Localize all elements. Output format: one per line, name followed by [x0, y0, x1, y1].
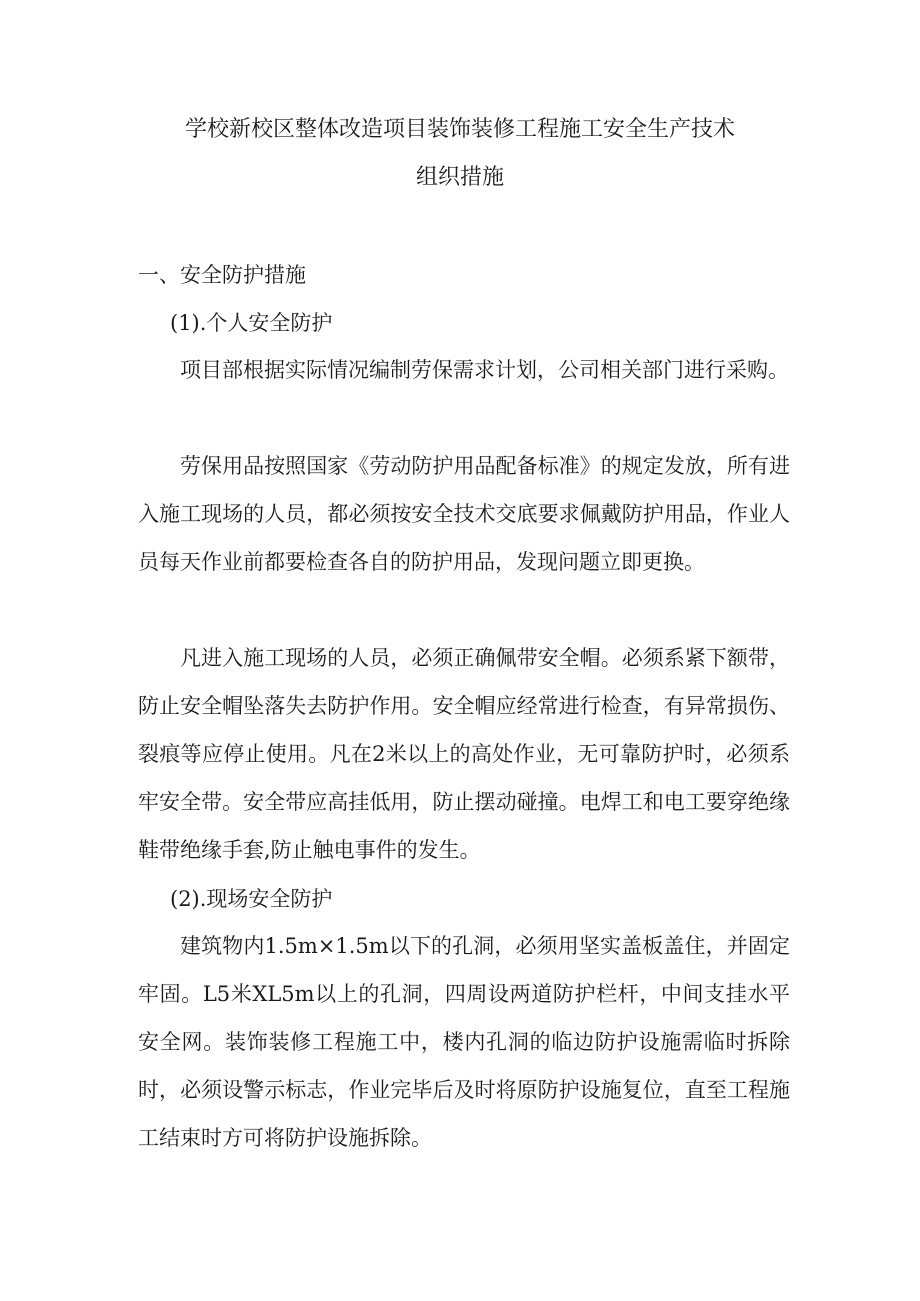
subsection-heading-site-protection: (2).现场安全防护 — [170, 887, 333, 911]
document-title-line-1: 学校新校区整体改造项目装饰装修工程施工安全生产技术 — [184, 117, 735, 142]
document-title-line-2: 组织措施 — [415, 165, 504, 190]
paragraph-opening-protection: 建筑物内1.5m×1.5m以下的孔洞，必须用坚实盖板盖住，并固定牢固。L5米XL5m以上的孔洞，四周设两道防护栏杆，中间支挂水平安全网。装饰装修工程施工中，楼内孔洞的临边防护设施需临时拆除时，必须设警示标志，作业完毕后及时将原防护设施复位，直至工程施工结束时方可将防护设施拆除。 — [138, 934, 790, 1150]
section-heading-safety-measures: 一、安全防护措施 — [138, 263, 306, 287]
paragraph-safety-helmet: 凡进入施工现场的人员，必须正确佩带安全帽。必须系紧下额带，防止安全帽坠落失去防护作用。安全帽应经常进行检查，有异常损伤、裂痕等应停止使用。凡在2米以上的高处作业，无可靠防护时，必须系牢安全带。安全带应高挂低用，防止摆动碰撞。电焊工和电工要穿绝缘鞋带绝缘手套,防止触电事件的发生。 — [138, 646, 790, 862]
paragraph-labor-protection-plan: 项目部根据实际情况编制劳保需求计划，公司相关部门进行采购。 — [180, 358, 789, 382]
paragraph-protective-equipment: 劳保用品按照国家《劳动防护用品配备标准》的规定发放，所有进入施工现场的人员，都必须按安全技术交底要求佩戴防护用品，作业人员每天作业前都要检查各自的防护用品，发现问题立即更换。 — [138, 454, 790, 574]
subsection-heading-personal-protection: (1).个人安全防护 — [170, 311, 333, 335]
